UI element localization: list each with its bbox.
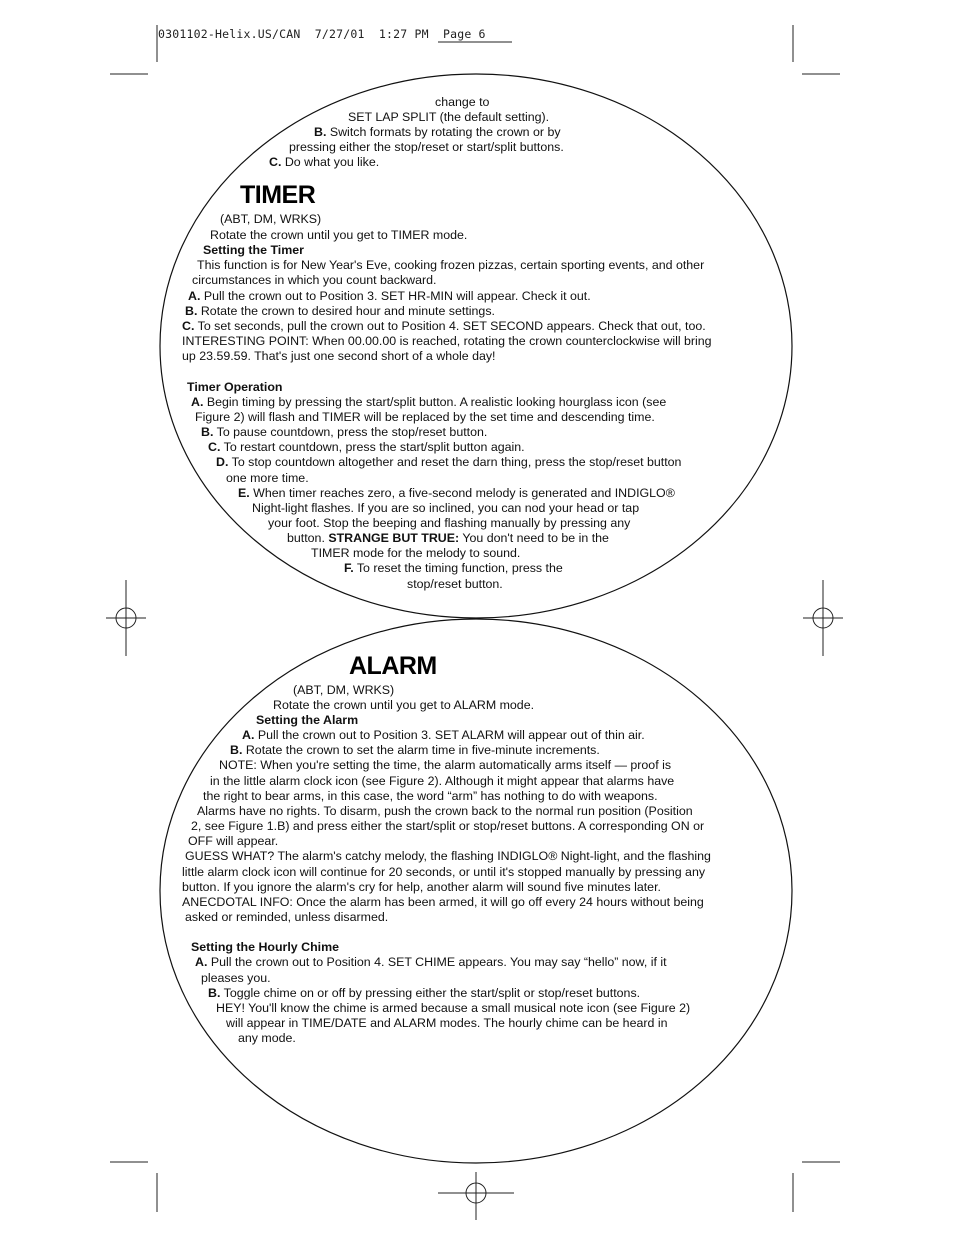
step-text: Pull the crown out to Position 3. SET ALARM will appear out of thin air. — [254, 728, 645, 742]
subheading-setting-timer: Setting the Timer — [203, 243, 304, 257]
paragraph-line: in the little alarm clock icon (see Figure 2). Although it might appear that alarms have — [210, 774, 675, 788]
step-letter: A. — [242, 728, 255, 742]
paragraph-line: one more time. — [226, 471, 309, 485]
step-text: To stop countdown altogether and reset the darn thing, press the stop/reset button — [228, 455, 682, 469]
compatible-models: (ABT, DM, WRKS) — [293, 683, 395, 697]
paragraph-line: OFF will appear. — [188, 834, 279, 848]
paragraph-line: Figure 2) will flash and TIMER will be replaced by the set time and descending time. — [195, 410, 655, 424]
step-text: Rotate the crown to desired hour and minute settings. — [197, 304, 495, 318]
step-f — [344, 561, 563, 576]
paragraph-line: This function is for New Year's Eve, cooking frozen pizzas, certain sporting events, and other — [197, 258, 705, 272]
step-b — [230, 743, 600, 758]
step-a — [242, 728, 645, 743]
step-b — [314, 125, 561, 140]
step-e — [238, 486, 675, 501]
step-c — [269, 155, 379, 170]
paragraph-line: HEY! You'll know the chime is armed because a small musical note icon (see Figure 2) — [216, 1001, 691, 1015]
step-text: Do what you like. — [281, 155, 380, 169]
step-letter: F. — [344, 561, 354, 575]
paragraph-line: GUESS WHAT? The alarm's catchy melody, the flashing INDIGLO® Night-light, and the flashing — [185, 849, 711, 863]
paragraph-line: Night-light flashes. If you are so inclined, you can nod your head or tap — [252, 501, 640, 515]
step-text: Switch formats by rotating the crown or by — [326, 125, 561, 139]
step-b — [185, 304, 495, 319]
step-c — [208, 440, 525, 455]
step-letter: E. — [238, 486, 250, 500]
registration-target-right — [803, 580, 843, 656]
step-text: When timer reaches zero, a five-second melody is generated and INDIGLO® — [249, 486, 675, 500]
paragraph-line: NOTE: When you're setting the time, the alarm automatically arms itself — proof is — [219, 758, 672, 772]
paragraph-line: asked or reminded, unless disarmed. — [185, 910, 389, 924]
mode-instruction: Rotate the crown until you get to ALARM mode. — [273, 698, 535, 712]
continued-text-line: change to — [435, 95, 490, 109]
step-a — [191, 395, 666, 410]
paragraph-line: any mode. — [238, 1031, 296, 1045]
step-letter: A. — [188, 289, 201, 303]
paragraph-line: TIMER mode for the melody to sound. — [311, 546, 521, 560]
step-d — [216, 455, 681, 470]
step-letter: B. — [230, 743, 243, 757]
paragraph-line: up 23.59.59. That's just one second short of a whole day! — [182, 349, 496, 363]
step-letter: C. — [208, 440, 221, 454]
subheading-timer-operation: Timer Operation — [187, 380, 283, 394]
compatible-models: (ABT, DM, WRKS) — [220, 212, 322, 226]
step-text: To pause countdown, press the stop/reset button. — [213, 425, 488, 439]
step-letter: C. — [269, 155, 282, 169]
continued-text-line: SET LAP SPLIT (the default setting). — [348, 110, 550, 124]
registration-target-left — [106, 580, 146, 656]
step-a — [188, 289, 591, 304]
paragraph-line: will appear in TIME/DATE and ALARM modes. The hourly chime can be heard in — [226, 1016, 668, 1030]
paragraph-line: the right to bear arms, in this case, the word “arm” has nothing to do with weapons. — [203, 789, 658, 803]
paragraph-line: 2, see Figure 1.B) and press either the start/split or stop/reset buttons. A corresponding ON or — [191, 819, 705, 833]
paragraph-line: circumstances in which you count backward. — [192, 273, 437, 287]
step-text: Toggle chime on or off by pressing either the start/split or stop/reset buttons. — [220, 986, 641, 1000]
paragraph-line: your foot. Stop the beeping and flashing manually by pressing any — [268, 516, 631, 530]
step-text: To restart countdown, press the start/split button again. — [220, 440, 525, 454]
subheading-hourly-chime: Setting the Hourly Chime — [191, 940, 340, 954]
paragraph-line: stop/reset button. — [407, 577, 503, 591]
step-letter: D. — [216, 455, 229, 469]
step-letter: B. — [201, 425, 214, 439]
step-b — [208, 986, 640, 1001]
step-letter: A. — [191, 395, 204, 409]
step-letter: B. — [185, 304, 198, 318]
step-text: To reset the timing function, press the — [353, 561, 563, 575]
step-b — [201, 425, 487, 440]
step-a — [195, 955, 667, 970]
paragraph-line: pleases you. — [201, 971, 271, 985]
section-title-timer: TIMER — [240, 181, 316, 209]
step-letter: B. — [208, 986, 221, 1000]
continued-text-line: pressing either the stop/reset or start/split buttons. — [289, 140, 564, 154]
step-letter: C. — [182, 319, 195, 333]
step-letter: A. — [195, 955, 208, 969]
step-c — [182, 319, 706, 334]
step-text: Pull the crown out to Position 3. SET HR-MIN will appear. Check it out. — [200, 289, 591, 303]
paragraph-line: little alarm clock icon will continue for 20 seconds, or until it's stopped manually by pressing any — [182, 865, 706, 879]
step-text: Pull the crown out to Position 4. SET CHIME appears. You may say “hello” now, if it — [207, 955, 667, 969]
mode-instruction: Rotate the crown until you get to TIMER mode. — [210, 228, 468, 242]
paragraph-line — [287, 531, 609, 546]
step-text: To set seconds, pull the crown out to Position 4. SET SECOND appears. Check that out, too. — [194, 319, 706, 333]
text-run: You don't need to be in the — [459, 531, 609, 545]
paragraph-line: button. If you ignore the alarm's cry for help, another alarm will sound five minutes later. — [182, 880, 661, 894]
emphasis-strange-but-true: STRANGE BUT TRUE: — [328, 531, 460, 545]
step-text: Rotate the crown to set the alarm time in five-minute increments. — [242, 743, 600, 757]
paragraph-line: Alarms have no rights. To disarm, push the crown back to the normal run position (Position — [197, 804, 693, 818]
paragraph-line: INTERESTING POINT: When 00.00.00 is reached, rotating the crown counterclockwise will bring — [182, 334, 712, 348]
paragraph-line: ANECDOTAL INFO: Once the alarm has been armed, it will go off every 24 hours without being — [182, 895, 704, 909]
step-letter: B. — [314, 125, 327, 139]
text-run: button. — [287, 531, 329, 545]
step-text: Begin timing by pressing the start/split button. A realistic looking hourglass icon (see — [203, 395, 667, 409]
print-slug-header: 0301102-Helix.US/CAN 7/27/01 1:27 PM Page 6 — [158, 27, 486, 41]
registration-target-bottom — [438, 1172, 514, 1220]
subheading-setting-alarm: Setting the Alarm — [256, 713, 359, 727]
section-title-alarm: ALARM — [349, 652, 437, 680]
